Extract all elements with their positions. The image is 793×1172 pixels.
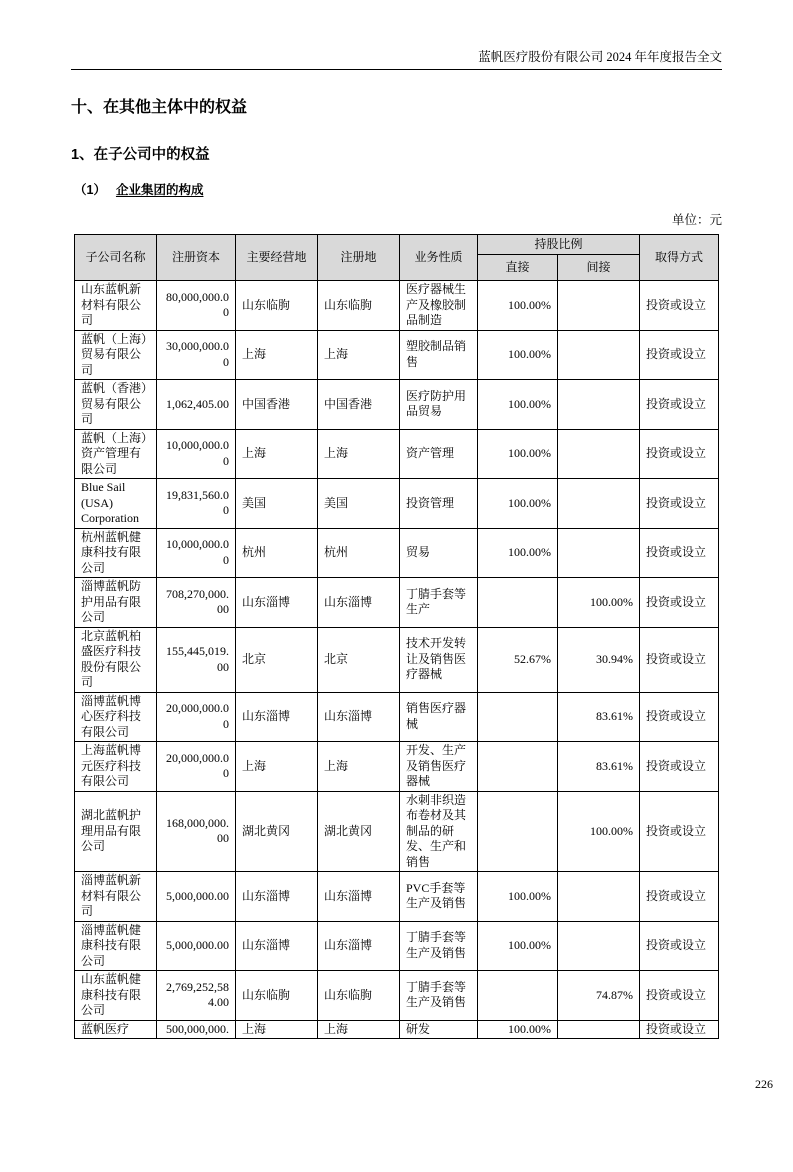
cell-registration-place: 山东临朐 <box>318 971 400 1021</box>
cell-acquisition-method: 投资或设立 <box>640 528 719 578</box>
item-title-text: 企业集团的构成 <box>115 183 204 197</box>
cell-acquisition-method: 投资或设立 <box>640 330 719 380</box>
section-title: 十、在其他主体中的权益 <box>71 99 248 116</box>
table-row <box>75 971 719 1021</box>
cell-registered-capital: 168,000,000.00 <box>157 791 236 872</box>
cell-indirect-ratio: 83.61% <box>558 742 640 792</box>
table-row <box>75 429 719 479</box>
page-number: 226 <box>755 1077 773 1091</box>
cell-registration-place: 山东淄博 <box>318 578 400 628</box>
cell-registered-capital: 5,000,000.00 <box>157 921 236 971</box>
col-header-place: 主要经营地 <box>236 235 318 281</box>
cell-registration-place: 上海 <box>318 1020 400 1039</box>
cell-registration-place: 美国 <box>318 479 400 529</box>
cell-indirect-ratio <box>558 429 640 479</box>
col-header-indirect: 间接 <box>558 255 640 281</box>
table-row <box>75 872 719 922</box>
cell-main-operating-place: 杭州 <box>236 528 318 578</box>
cell-main-operating-place: 山东临朐 <box>236 971 318 1021</box>
cell-indirect-ratio <box>558 330 640 380</box>
cell-registered-capital: 5,000,000.00 <box>157 872 236 922</box>
cell-business-nature: 贸易 <box>400 528 478 578</box>
cell-main-operating-place: 山东淄博 <box>236 921 318 971</box>
cell-direct-ratio: 100.00% <box>478 921 558 971</box>
cell-main-operating-place: 北京 <box>236 627 318 692</box>
cell-acquisition-method: 投资或设立 <box>640 429 719 479</box>
table-row <box>75 1020 719 1039</box>
subsidiary-table <box>74 234 719 1039</box>
cell-registered-capital: 10,000,000.00 <box>157 528 236 578</box>
cell-registration-place: 中国香港 <box>318 380 400 430</box>
cell-business-nature: 医疗防护用品贸易 <box>400 380 478 430</box>
cell-indirect-ratio <box>558 281 640 331</box>
item-number: （1） <box>74 183 106 197</box>
cell-indirect-ratio: 74.87% <box>558 971 640 1021</box>
cell-main-operating-place: 山东淄博 <box>236 578 318 628</box>
table-row <box>75 330 719 380</box>
cell-registered-capital: 20,000,000.00 <box>157 742 236 792</box>
cell-business-nature: 医疗器械生产及橡胶制品制造 <box>400 281 478 331</box>
cell-main-operating-place: 上海 <box>236 429 318 479</box>
cell-indirect-ratio: 100.00% <box>558 578 640 628</box>
cell-acquisition-method: 投资或设立 <box>640 479 719 529</box>
cell-subsidiary-name: 淄博蓝帆防护用品有限公司 <box>75 578 157 628</box>
cell-acquisition-method: 投资或设立 <box>640 380 719 430</box>
cell-registered-capital: 19,831,560.00 <box>157 479 236 529</box>
col-header-reg: 注册地 <box>318 235 400 281</box>
cell-business-nature: 销售医疗器械 <box>400 692 478 742</box>
cell-main-operating-place: 湖北黄冈 <box>236 791 318 872</box>
cell-business-nature: 丁腈手套等生产及销售 <box>400 971 478 1021</box>
cell-business-nature: 投资管理 <box>400 479 478 529</box>
cell-registered-capital: 80,000,000.00 <box>157 281 236 331</box>
cell-registration-place: 上海 <box>318 330 400 380</box>
cell-registration-place: 杭州 <box>318 528 400 578</box>
cell-subsidiary-name: 北京蓝帆柏盛医疗科技股份有限公司 <box>75 627 157 692</box>
cell-subsidiary-name: 蓝帆（上海）资产管理有限公司 <box>75 429 157 479</box>
cell-subsidiary-name: 淄博蓝帆健康科技有限公司 <box>75 921 157 971</box>
item-title <box>74 183 722 198</box>
table-row <box>75 627 719 692</box>
cell-indirect-ratio <box>558 528 640 578</box>
cell-registration-place: 山东淄博 <box>318 872 400 922</box>
cell-subsidiary-name: 淄博蓝帆新材料有限公司 <box>75 872 157 922</box>
col-header-direct: 直接 <box>478 255 558 281</box>
cell-direct-ratio <box>478 578 558 628</box>
cell-registration-place: 上海 <box>318 742 400 792</box>
cell-registration-place: 山东淄博 <box>318 692 400 742</box>
cell-indirect-ratio <box>558 380 640 430</box>
cell-subsidiary-name: 蓝帆（上海）贸易有限公司 <box>75 330 157 380</box>
cell-acquisition-method: 投资或设立 <box>640 281 719 331</box>
col-header-method: 取得方式 <box>640 235 719 281</box>
cell-business-nature: 塑胶制品销售 <box>400 330 478 380</box>
table-row <box>75 479 719 529</box>
cell-main-operating-place: 中国香港 <box>236 380 318 430</box>
cell-main-operating-place: 山东临朐 <box>236 281 318 331</box>
cell-subsidiary-name: 蓝帆（香港）贸易有限公司 <box>75 380 157 430</box>
cell-registered-capital: 708,270,000.00 <box>157 578 236 628</box>
running-header-text: 蓝帆医疗股份有限公司 2024 年年度报告全文 <box>478 50 722 64</box>
table-row <box>75 528 719 578</box>
cell-business-nature: 研发 <box>400 1020 478 1039</box>
table-row <box>75 692 719 742</box>
cell-direct-ratio: 100.00% <box>478 872 558 922</box>
cell-direct-ratio <box>478 692 558 742</box>
cell-business-nature: 开发、生产及销售医疗器械 <box>400 742 478 792</box>
cell-direct-ratio <box>478 791 558 872</box>
cell-registration-place: 上海 <box>318 429 400 479</box>
cell-business-nature: 水刺非织造布卷材及其制品的研发、生产和销售 <box>400 791 478 872</box>
table-row <box>75 742 719 792</box>
cell-acquisition-method: 投资或设立 <box>640 1020 719 1039</box>
cell-subsidiary-name: 上海蓝帆博元医疗科技有限公司 <box>75 742 157 792</box>
cell-indirect-ratio <box>558 921 640 971</box>
cell-main-operating-place: 上海 <box>236 742 318 792</box>
cell-business-nature: 丁腈手套等生产及销售 <box>400 921 478 971</box>
cell-registered-capital: 20,000,000.00 <box>157 692 236 742</box>
cell-business-nature: 丁腈手套等生产 <box>400 578 478 628</box>
cell-business-nature: 资产管理 <box>400 429 478 479</box>
table-row <box>75 578 719 628</box>
cell-main-operating-place: 美国 <box>236 479 318 529</box>
cell-indirect-ratio: 30.94% <box>558 627 640 692</box>
cell-acquisition-method: 投资或设立 <box>640 872 719 922</box>
cell-acquisition-method: 投资或设立 <box>640 742 719 792</box>
cell-direct-ratio: 100.00% <box>478 1020 558 1039</box>
table-row <box>75 380 719 430</box>
cell-registered-capital: 30,000,000.00 <box>157 330 236 380</box>
cell-subsidiary-name: 湖北蓝帆护理用品有限公司 <box>75 791 157 872</box>
running-header <box>71 50 722 70</box>
table-row <box>75 281 719 331</box>
cell-business-nature: PVC手套等生产及销售 <box>400 872 478 922</box>
cell-registered-capital: 10,000,000.00 <box>157 429 236 479</box>
cell-direct-ratio: 52.67% <box>478 627 558 692</box>
cell-business-nature: 技术开发转让及销售医疗器械 <box>400 627 478 692</box>
cell-direct-ratio <box>478 742 558 792</box>
cell-subsidiary-name: 淄博蓝帆博心医疗科技有限公司 <box>75 692 157 742</box>
cell-registered-capital: 2,769,252,584.00 <box>157 971 236 1021</box>
subsection-title: 1、在子公司中的权益 <box>71 147 210 163</box>
col-header-name: 子公司名称 <box>75 235 157 281</box>
cell-subsidiary-name: 山东蓝帆新材料有限公司 <box>75 281 157 331</box>
col-header-business: 业务性质 <box>400 235 478 281</box>
cell-direct-ratio: 100.00% <box>478 330 558 380</box>
cell-acquisition-method: 投资或设立 <box>640 578 719 628</box>
report-page <box>0 50 793 1172</box>
subsidiary-table-body <box>75 281 719 1039</box>
cell-acquisition-method: 投资或设立 <box>640 692 719 742</box>
cell-subsidiary-name: 山东蓝帆健康科技有限公司 <box>75 971 157 1021</box>
cell-indirect-ratio <box>558 1020 640 1039</box>
cell-direct-ratio: 100.00% <box>478 528 558 578</box>
unit-label: 单位：元 <box>671 213 722 227</box>
cell-registration-place: 湖北黄冈 <box>318 791 400 872</box>
cell-direct-ratio: 100.00% <box>478 429 558 479</box>
cell-direct-ratio: 100.00% <box>478 380 558 430</box>
cell-registration-place: 北京 <box>318 627 400 692</box>
cell-indirect-ratio <box>558 872 640 922</box>
cell-main-operating-place: 山东淄博 <box>236 872 318 922</box>
cell-subsidiary-name: 杭州蓝帆健康科技有限公司 <box>75 528 157 578</box>
cell-main-operating-place: 上海 <box>236 1020 318 1039</box>
cell-acquisition-method: 投资或设立 <box>640 971 719 1021</box>
cell-subsidiary-name: 蓝帆医疗 <box>75 1020 157 1039</box>
cell-main-operating-place: 山东淄博 <box>236 692 318 742</box>
col-header-ratio-group: 持股比例 <box>478 235 640 255</box>
cell-indirect-ratio: 100.00% <box>558 791 640 872</box>
cell-registered-capital: 1,062,405.00 <box>157 380 236 430</box>
cell-acquisition-method: 投资或设立 <box>640 627 719 692</box>
cell-registration-place: 山东淄博 <box>318 921 400 971</box>
cell-direct-ratio: 100.00% <box>478 479 558 529</box>
cell-indirect-ratio <box>558 479 640 529</box>
cell-direct-ratio: 100.00% <box>478 281 558 331</box>
cell-indirect-ratio: 83.61% <box>558 692 640 742</box>
subsidiary-table-header <box>75 235 719 281</box>
cell-acquisition-method: 投资或设立 <box>640 921 719 971</box>
cell-subsidiary-name: Blue Sail (USA) Corporation <box>75 479 157 529</box>
col-header-capital: 注册资本 <box>157 235 236 281</box>
cell-acquisition-method: 投资或设立 <box>640 791 719 872</box>
cell-registration-place: 山东临朐 <box>318 281 400 331</box>
cell-registered-capital: 155,445,019.00 <box>157 627 236 692</box>
cell-registered-capital: 500,000,000. <box>157 1020 236 1039</box>
table-row <box>75 921 719 971</box>
cell-main-operating-place: 上海 <box>236 330 318 380</box>
table-row <box>75 791 719 872</box>
cell-direct-ratio <box>478 971 558 1021</box>
